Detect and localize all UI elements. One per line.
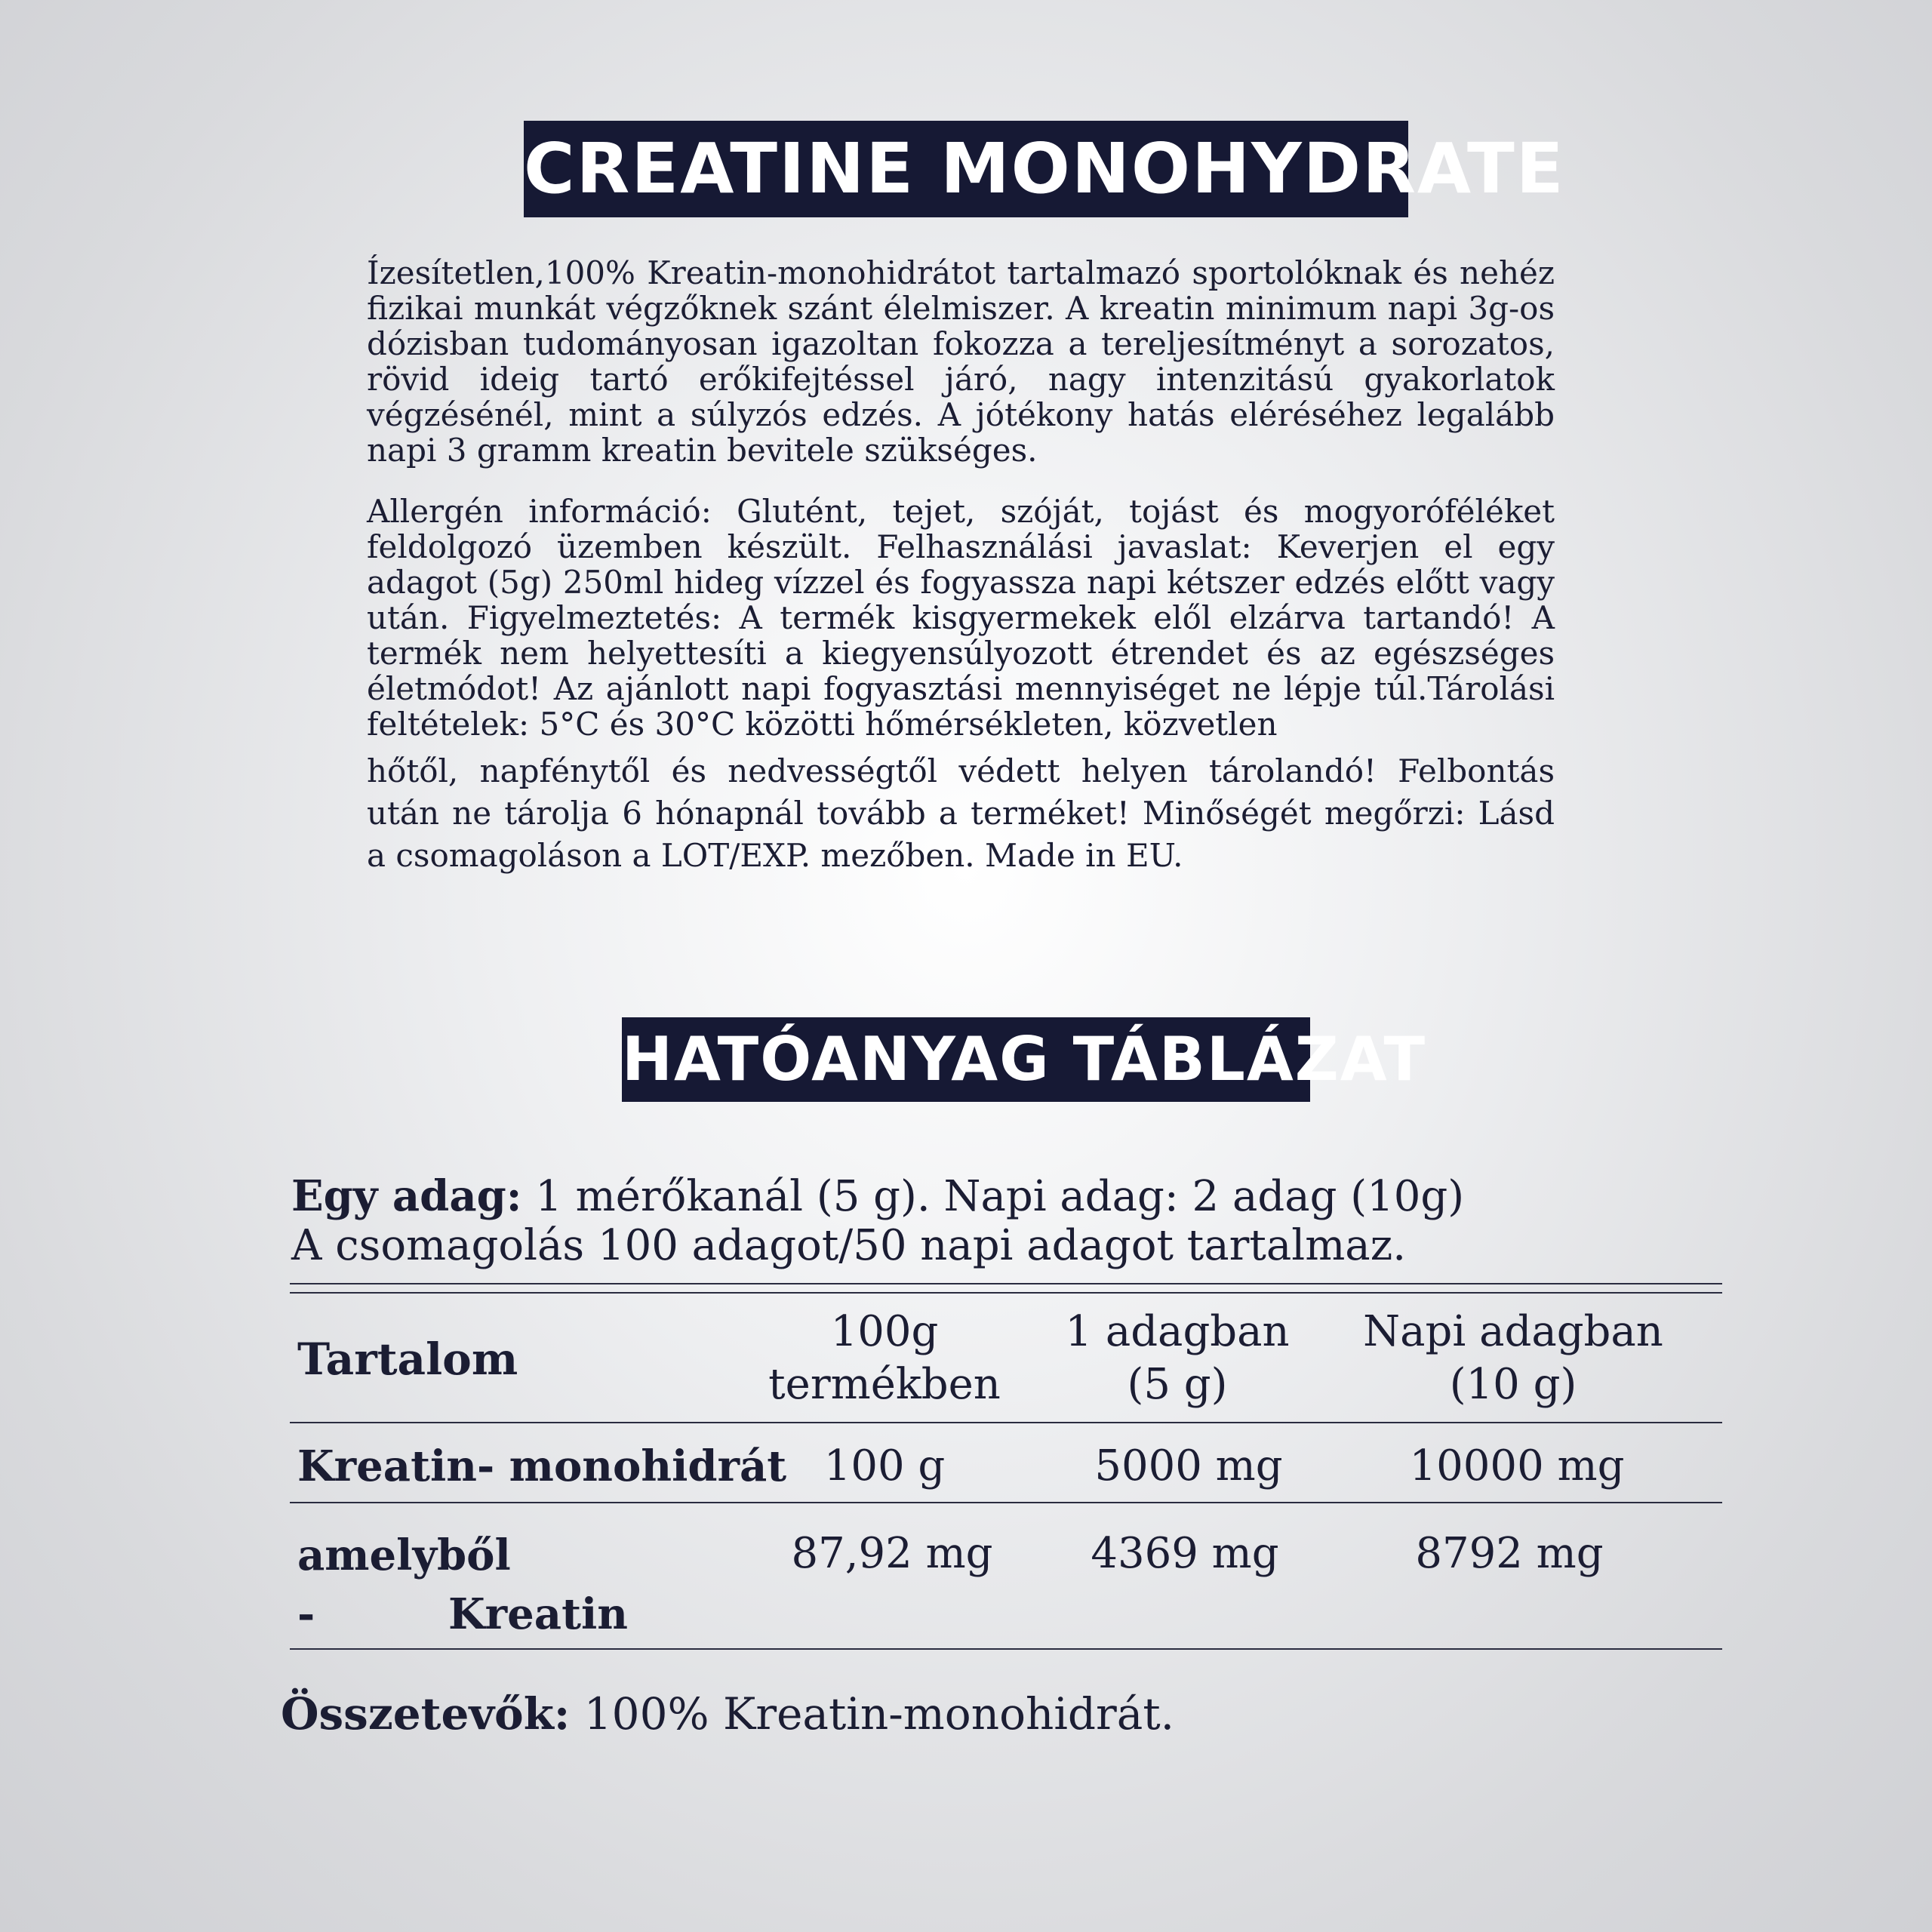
- row-value-100g: 100 g: [823, 1441, 946, 1491]
- row-sub-dash: -: [297, 1589, 315, 1639]
- header-per-100g: 100g termékben: [768, 1307, 1001, 1409]
- ingredients-label: Összetevők:: [281, 1688, 571, 1740]
- description-paragraph: Ízesítetlen,100% Kreatin-monohidrátot tartalmazó sportolóknak és nehéz fizikai munkát végzőknek szánt élelmiszer. A kreatin minimum napi 3g-os dózisban tudományosan igazoltan fokozza a tereljesítményt a sorozatos, rövid ideig tartó erőkifejtéssel járó, nagy intenzitású gyakorlatok végzésénél, mint a súlyzós edzés. A jótékony hatás eléréséhez legalább napi 3 gramm kreatin bevitele szükséges.: [367, 254, 1555, 469]
- row-value-100g: 87,92 mg: [791, 1529, 993, 1578]
- serving-label: Egy adag:: [291, 1171, 522, 1221]
- table-border-bottom: [290, 1648, 1722, 1650]
- header-per-serving: 1 adagban (5 g): [1065, 1307, 1290, 1409]
- row-value-daily: 10000 mg: [1409, 1441, 1625, 1491]
- section-banner: HATÓANYAG TÁBLÁZAT: [622, 1017, 1310, 1102]
- table-border-top: [290, 1283, 1722, 1284]
- title-banner: CREATINE MONOHYDRATE: [524, 121, 1408, 217]
- package-info: A csomagolás 100 adagot/50 napi adagot tartalmaz.: [291, 1221, 1406, 1270]
- row-value-serving: 5000 mg: [1094, 1441, 1283, 1491]
- table-border-top-inner: [290, 1292, 1722, 1294]
- table-divider: [290, 1502, 1722, 1503]
- header-content: Tartalom: [297, 1334, 518, 1385]
- row-name: Kreatin- monohidrát: [297, 1441, 787, 1491]
- header-daily: Napi adagban (10 g): [1363, 1307, 1663, 1409]
- ingredients: [281, 1687, 1174, 1740]
- ingredients-text: 100% Kreatin-monohidrát.: [570, 1688, 1175, 1740]
- row-value-serving: 4369 mg: [1091, 1529, 1279, 1578]
- row-value-daily: 8792 mg: [1415, 1529, 1604, 1578]
- serving-size: 1 mérőkanál (5 g). Napi adag: 2 adag (10g): [521, 1172, 1465, 1221]
- storage-paragraph: hőtől, napfénytől és nedvességtől védett helyen tárolandó! Felbontás után ne tárolja 6 hónapnál tovább a terméket! Minőségét megőrzi: Lásd a csomagoláson a LOT/EXP. mezőben. Made in EU.: [367, 752, 1555, 874]
- serving-info: [291, 1171, 1725, 1222]
- row-sub-name: Kreatin: [448, 1589, 628, 1639]
- row-name: amelyből: [297, 1531, 511, 1580]
- allergen-usage-paragraph: Allergén információ: Glutént, tejet, szóját, tojást és mogyoróféléket feldolgozó üzemben készült. Felhasználási javaslat: Keverjen el egy adagot (5g) 250ml hideg vízzel és fogyassza napi kétszer edzés előtt vagy után. Figyelmeztetés: A termék kisgyermekek elől elzárva tartandó! A termék nem helyettesíti a kiegyensúlyozott étrendet és az egészséges életmódot! Az ajánlott napi fogyasztási mennyiséget ne lépje túl.Tárolási feltételek: 5°C és 30°C közötti hőmérsékleten, közvetlen: [367, 493, 1555, 743]
- table-divider: [290, 1422, 1722, 1423]
